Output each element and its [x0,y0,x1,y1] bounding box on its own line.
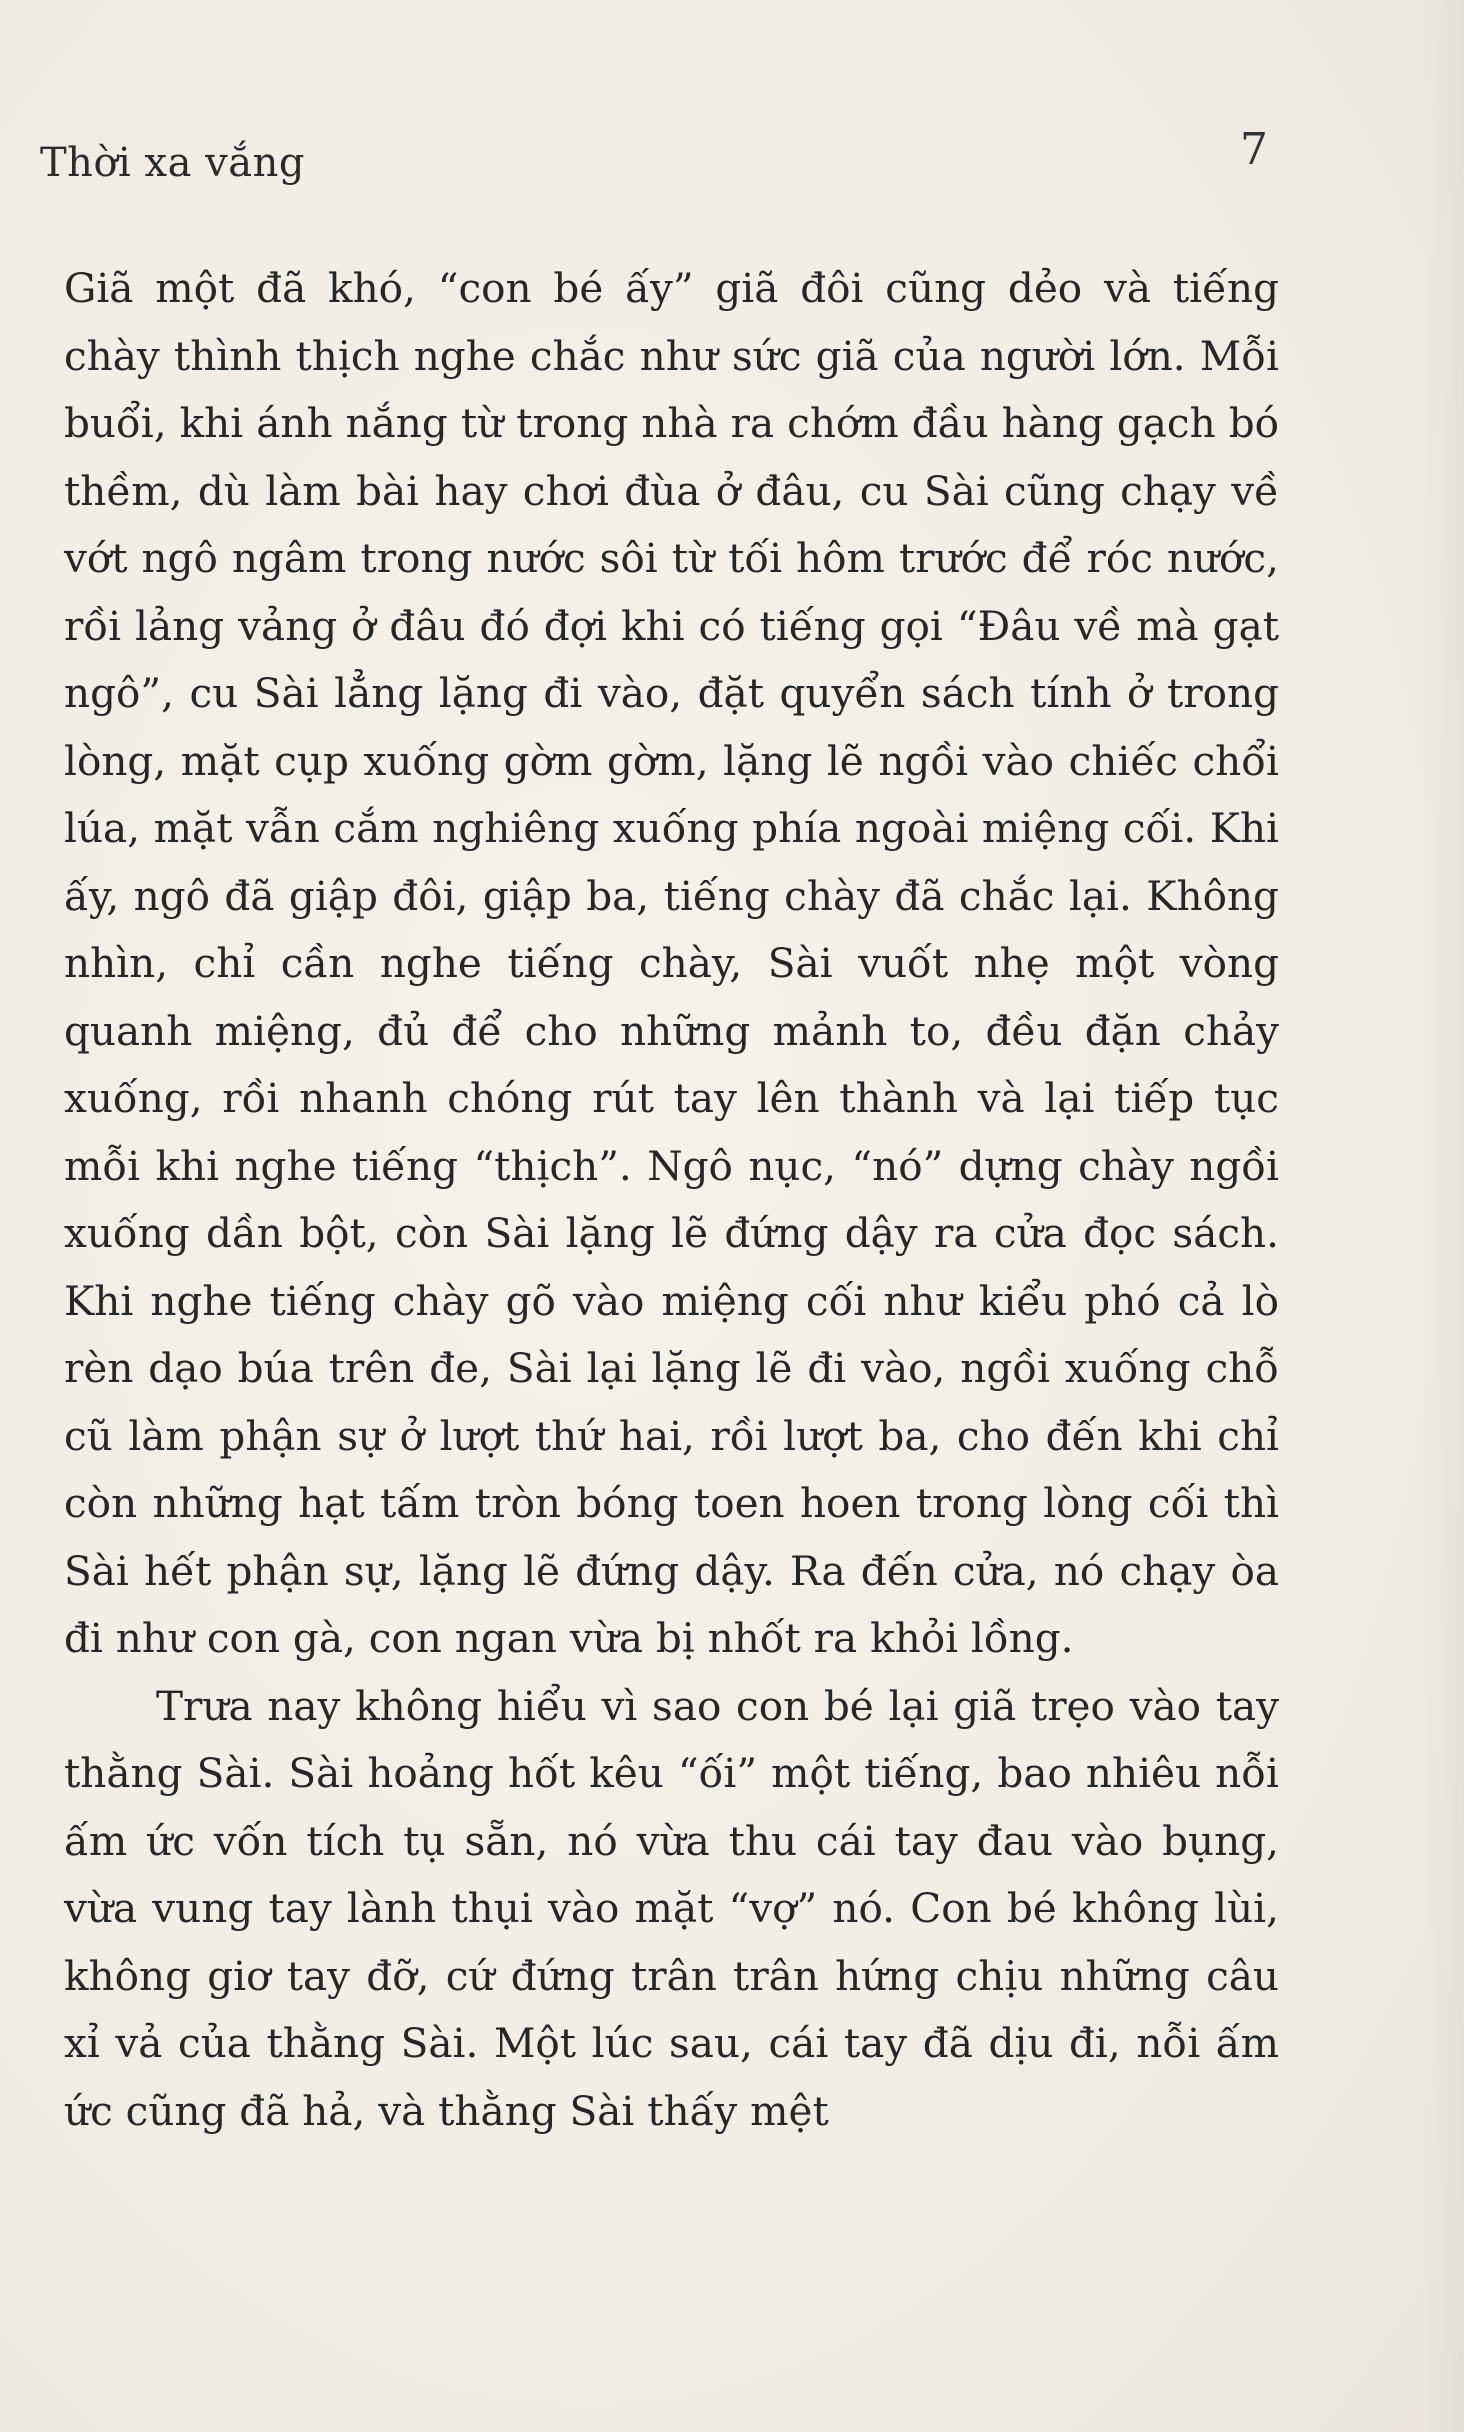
running-header-title: Thời xa vắng [40,140,305,186]
paragraph-2: Trưa nay không hiểu vì sao con bé lại giã trẹo vào tay thằng Sài. Sài hoảng hốt kêu “ối” một tiếng, bao nhiêu nỗi ấm ức vốn tích tụ sẵn, nó vừa thu cái tay đau vào bụng, vừa vung tay lành thụi vào mặt “vợ” nó. Con bé không lùi, không giơ tay đỡ, cứ đứng trân trân hứng chịu những câu xỉ vả của thằng Sài. Một lúc sau, cái tay đã dịu đi, nỗi ấm ức cũng đã hả, và thằng Sài thấy mệt [64,1681,1279,2135]
body-text [64,255,1279,2145]
page-number: 7 [1240,124,1268,175]
page-edge-shadow [1424,0,1464,2432]
paragraph-1: Giã một đã khó, “con bé ấy” giã đôi cũng dẻo và tiếng chày thình thịch nghe chắc như sức giã của người lớn. Mỗi buổi, khi ánh nắng từ trong nhà ra chớm đầu hàng gạch bó thềm, dù làm bài hay chơi đùa ở đâu, cu Sài cũng chạy về vớt ngô ngâm trong nước sôi từ tối hôm trước để róc nước, rồi lảng vảng ở đâu đó đợi khi có tiếng gọi “Đâu về mà gạt ngô”, cu Sài lẳng lặng đi vào, đặt quyển sách tính ở trong lòng, mặt cụp xuống gờm gờm, lặng lẽ ngồi vào chiếc chổi lúa, mặt vẫn cắm nghiêng xuống phía ngoài miệng cối. Khi ấy, ngô đã giập đôi, giập ba, tiếng chày đã chắc lại. Không nhìn, chỉ cần nghe tiếng chày, Sài vuốt nhẹ một vòng quanh miệng, đủ để cho những mảnh to, đều đặn chảy xuống, rồi nhanh chóng rút tay lên thành và lại tiếp tục mỗi khi nghe tiếng “thịch”. Ngô nục, “nó” dựng chày ngồi xuống dần bột, còn Sài lặng lẽ đứng dậy ra cửa đọc sách. Khi nghe tiếng chày gõ vào miệng cối như kiểu phó cả lò rèn dạo búa trên đe, Sài lại lặng lẽ đi vào, ngồi xuống chỗ cũ làm phận sự ở lượt thứ hai, rồi lượt ba, cho đến khi chỉ còn những hạt tấm tròn bóng toen hoen trong lòng cối thì Sài hết phận sự, lặng lẽ đứng dậy. Ra đến cửa, nó chạy òa đi như con gà, con ngan vừa bị nhốt ra khỏi lồng. [64,264,1279,1662]
